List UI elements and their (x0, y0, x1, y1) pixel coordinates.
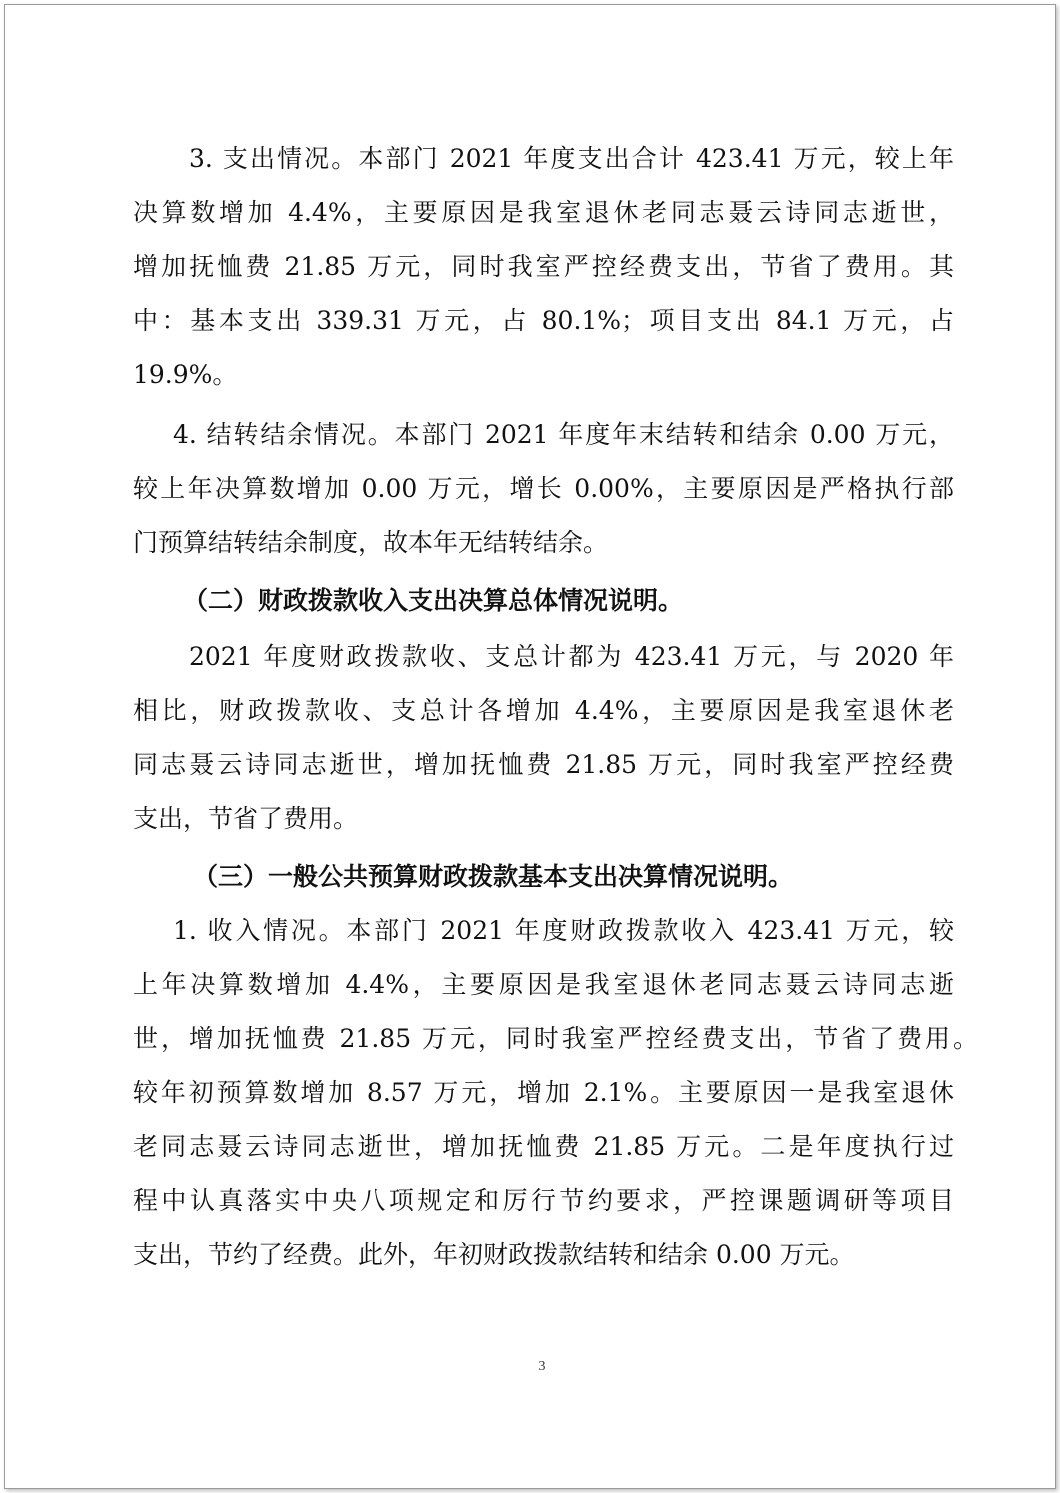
paragraph-expenditure-line-4: 中：基本支出 339.31 万元，占 80.1%；项目支出 84.1 万元，占 (133, 306, 954, 335)
paragraph-expenditure-line-2: 决算数增加 4.4%，主要原因是我室退休老同志聂云诗同志逝世， (133, 198, 954, 227)
paragraph-income-line-6: 程中认真落实中央八项规定和厉行节约要求，严控课题调研等项目 (133, 1186, 954, 1215)
paragraph-expenditure-line-3: 增加抚恤费 21.85 万元，同时我室严控经费支出，节省了费用。其 (133, 252, 954, 281)
section-heading-2: （二）财政拨款收入支出决算总体情况说明。 (183, 586, 684, 615)
paragraph-income-line-7: 支出，节约了经费。此外，年初财政拨款结转和结余 0.00 万元。 (133, 1240, 855, 1269)
paragraph-income-line-4: 较年初预算数增加 8.57 万元，增加 2.1%。主要原因一是我室退休 (133, 1078, 954, 1107)
paragraph-expenditure-line-5: 19.9%。 (133, 360, 238, 389)
paragraph-fiscal-overview-line-1: 2021 年度财政拨款收、支总计都为 423.41 万元，与 2020 年 (189, 642, 954, 671)
section-heading-3: （三）一般公共预算财政拨款基本支出决算情况说明。 (193, 862, 794, 891)
paragraph-fiscal-overview-line-2: 相比，财政拨款收、支总计各增加 4.4%，主要原因是我室退休老 (133, 696, 954, 725)
paragraph-income-line-3: 世，增加抚恤费 21.85 万元，同时我室严控经费支出，节省了费用。 (133, 1024, 978, 1053)
paragraph-carryover-line-1: 4. 结转结余情况。本部门 2021 年度年末结转和结余 0.00 万元， (173, 420, 954, 449)
page-number: 3 (538, 1359, 546, 1374)
paragraph-carryover-line-2: 较上年决算数增加 0.00 万元，增长 0.00%，主要原因是严格执行部 (133, 474, 954, 503)
paragraph-fiscal-overview-line-3: 同志聂云诗同志逝世，增加抚恤费 21.85 万元，同时我室严控经费 (133, 750, 954, 779)
paragraph-income-line-1: 1. 收入情况。本部门 2021 年度财政拨款收入 423.41 万元，较 (173, 916, 954, 945)
paragraph-carryover-line-3: 门预算结转结余制度，故本年无结转结余。 (133, 528, 609, 557)
paragraph-expenditure-line-1: 3. 支出情况。本部门 2021 年度支出合计 423.41 万元，较上年 (189, 144, 954, 173)
paragraph-fiscal-overview-line-4: 支出，节省了费用。 (133, 804, 359, 833)
paragraph-income-line-5: 老同志聂云诗同志逝世，增加抚恤费 21.85 万元。二是年度执行过 (133, 1132, 954, 1161)
paragraph-income-line-2: 上年决算数增加 4.4%，主要原因是我室退休老同志聂云诗同志逝 (133, 970, 954, 999)
